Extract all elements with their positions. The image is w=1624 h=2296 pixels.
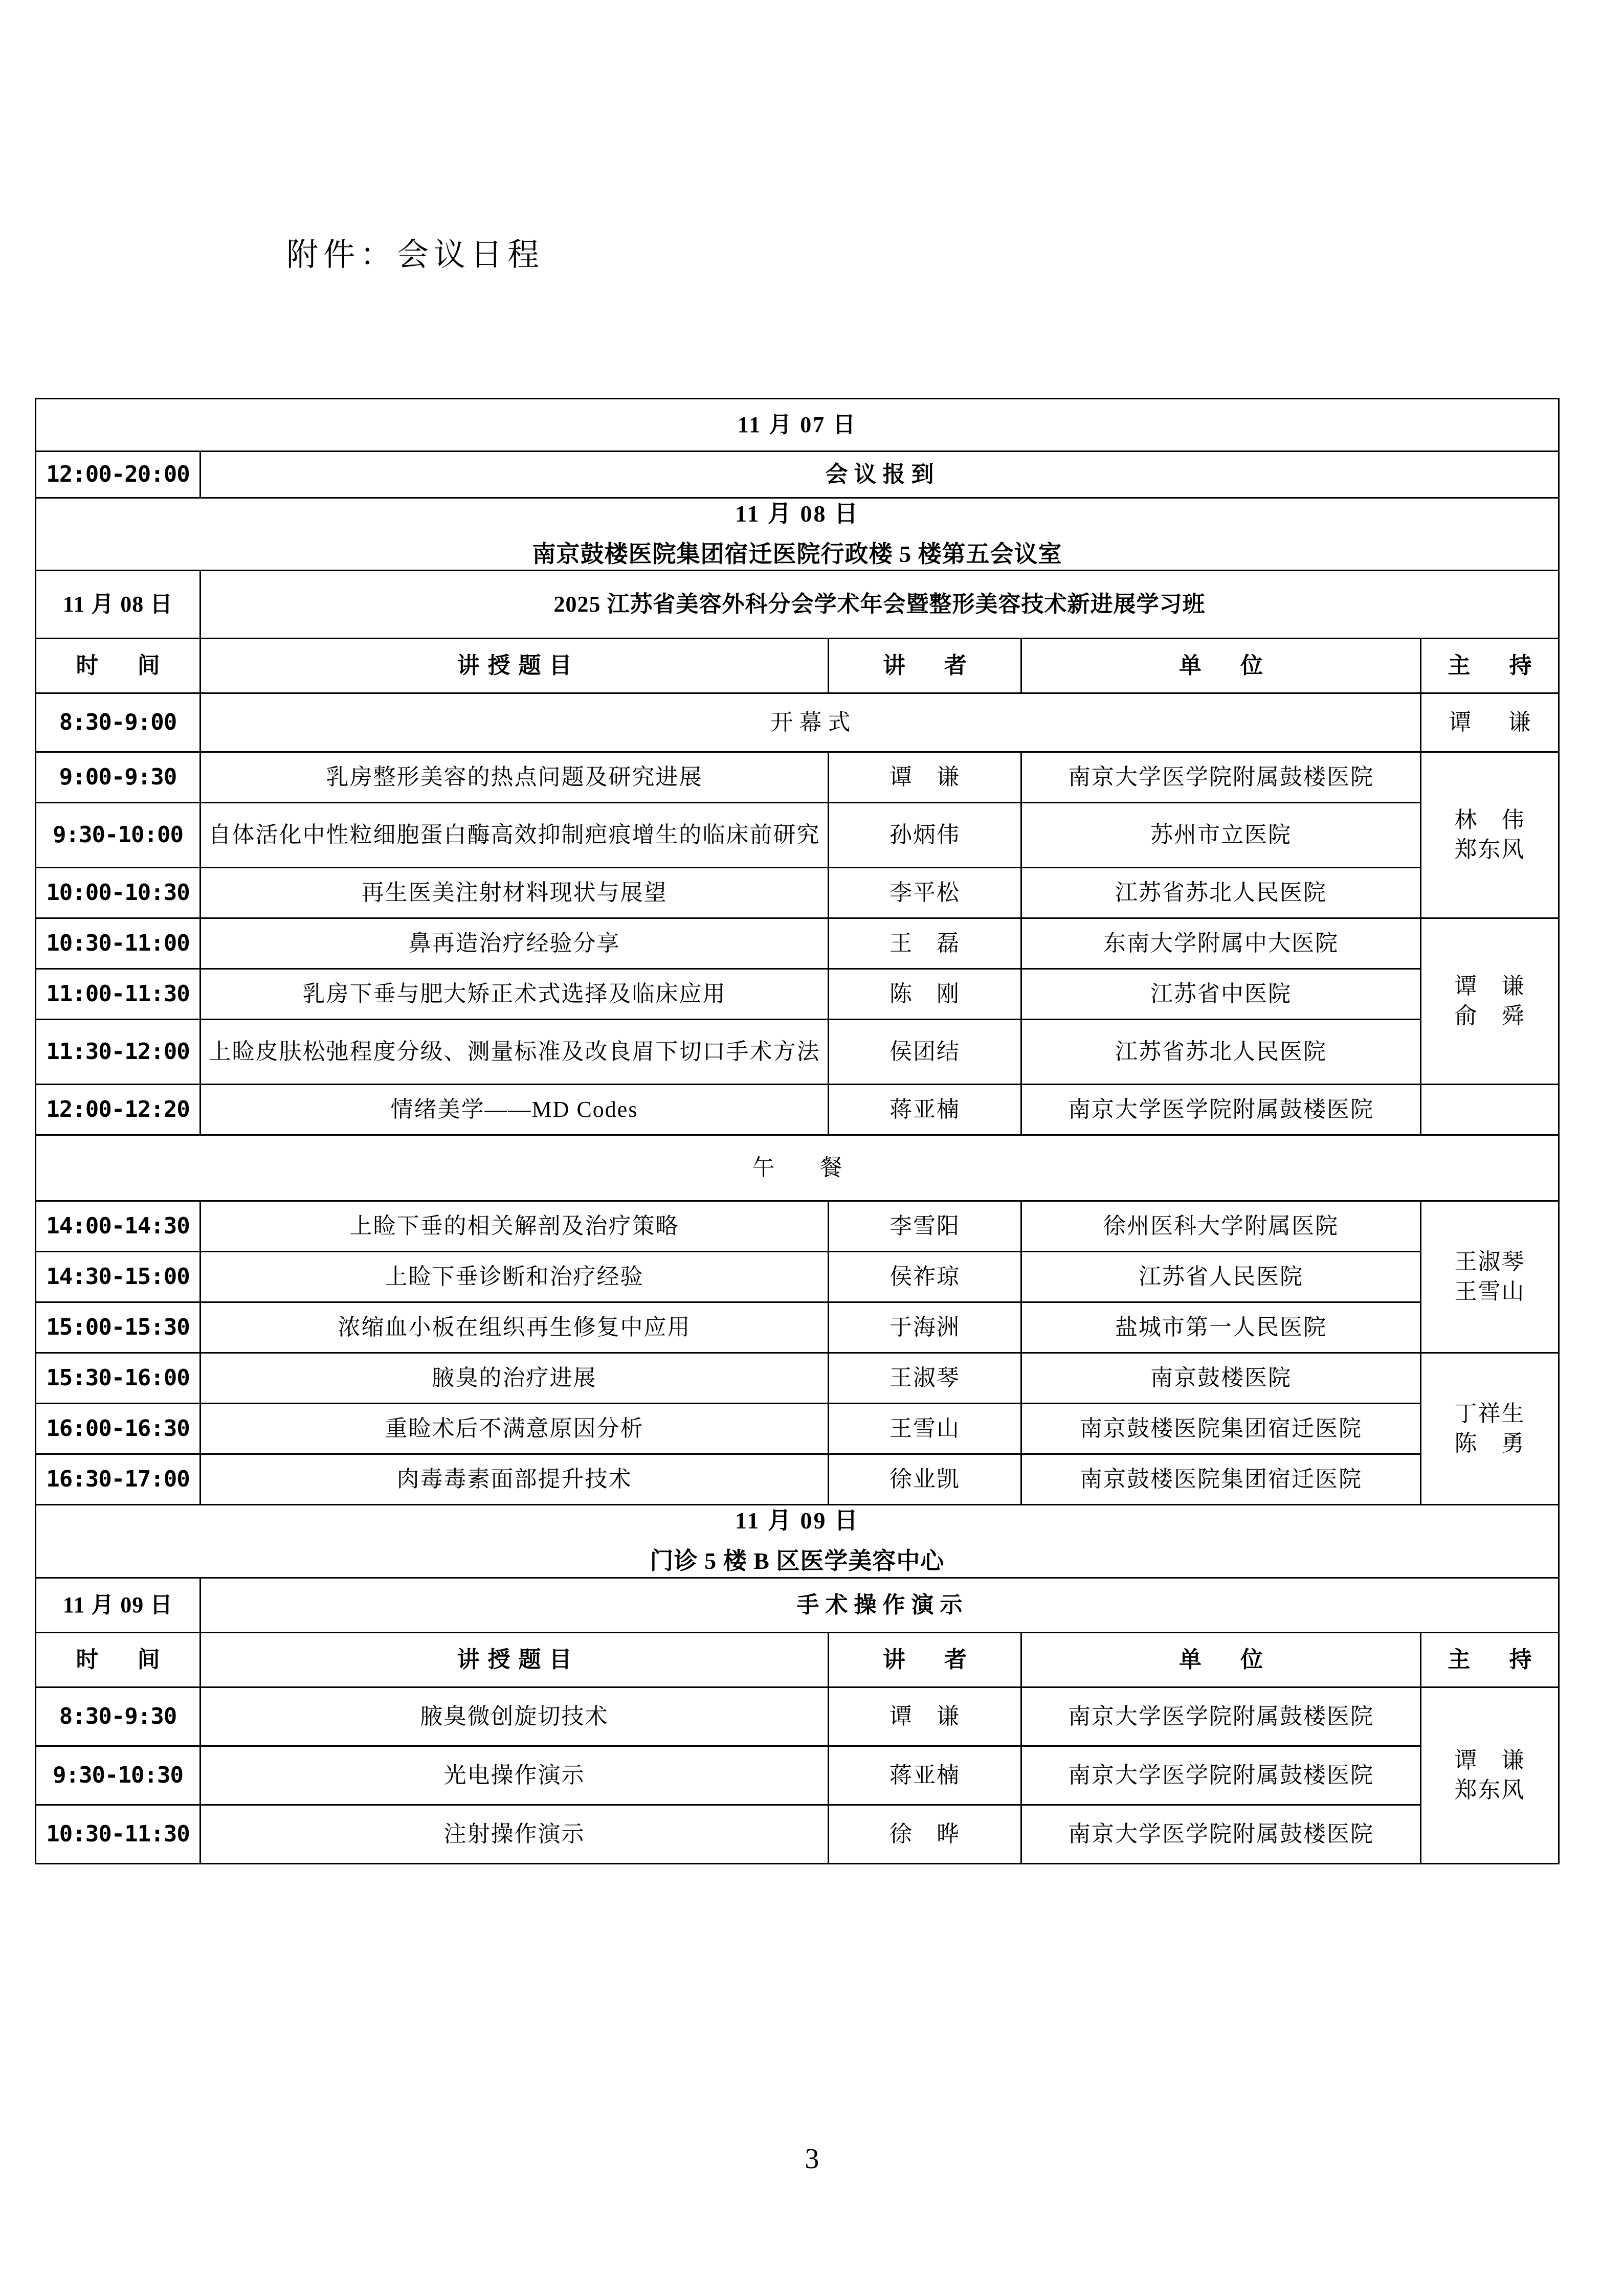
table-row-column-headers-day3 — [36, 1632, 1559, 1687]
day3-date-header: 11 月 09 日 — [735, 1507, 859, 1534]
row-time: 9:30-10:00 — [36, 803, 201, 868]
row-topic: 开幕式 — [201, 693, 1421, 752]
table-row — [36, 868, 1559, 918]
row-speaker: 孙炳伟 — [829, 803, 1021, 868]
chair-name: 林 伟 — [1454, 807, 1525, 833]
column-header-topic: 讲授题目 — [201, 639, 829, 693]
table-row — [36, 803, 1559, 868]
row-speaker: 王淑琴 — [829, 1353, 1021, 1404]
chair-name: 王雪山 — [1454, 1279, 1525, 1304]
row-topic: 乳房下垂与肥大矫正术式选择及临床应用 — [201, 969, 829, 1020]
day2-date-cell: 11 月 08 日 — [36, 571, 201, 639]
row-time: 15:30-16:00 — [36, 1353, 201, 1404]
column-header-topic: 讲授题目 — [201, 1632, 829, 1687]
row-speaker: 陈 刚 — [829, 969, 1021, 1020]
table-row-day1-header — [36, 399, 1559, 452]
row-org: 南京鼓楼医院集团宿迁医院 — [1021, 1454, 1421, 1505]
table-row — [36, 1201, 1559, 1252]
row-topic: 自体活化中性粒细胞蛋白酶高效抑制疤痕增生的临床前研究 — [201, 803, 829, 868]
chair-name: 王淑琴 — [1454, 1249, 1525, 1275]
table-row-column-headers-day2 — [36, 639, 1559, 693]
table-row — [36, 1020, 1559, 1085]
table-row — [36, 1404, 1559, 1454]
table-row — [36, 1746, 1559, 1805]
row-speaker: 徐业凯 — [829, 1454, 1021, 1505]
chair-name: 郑东风 — [1454, 837, 1525, 863]
table-row-day3-session — [36, 1578, 1559, 1632]
row-speaker: 李平松 — [829, 868, 1021, 918]
table-row — [36, 752, 1559, 803]
row-time: 9:30-10:30 — [36, 1746, 201, 1805]
table-row — [36, 1805, 1559, 1863]
table-row — [36, 1085, 1559, 1135]
chair-name: 俞 舜 — [1454, 1003, 1525, 1029]
row-time: 16:00-16:30 — [36, 1404, 201, 1454]
row-topic: 再生医美注射材料现状与展望 — [201, 868, 829, 918]
chair-name: 丁祥生 — [1454, 1401, 1525, 1427]
row-speaker: 蒋亚楠 — [829, 1746, 1021, 1805]
row-time: 14:00-14:30 — [36, 1201, 201, 1252]
page-title: 附件：会议日程 — [286, 238, 545, 273]
row-speaker: 于海洲 — [829, 1302, 1021, 1353]
chair-name: 谭 谦 — [1454, 1747, 1525, 1773]
day2-session-title: 2025 江苏省美容外科分会学术年会暨整形美容技术新进展学习班 — [201, 571, 1559, 639]
table-row-day2-session — [36, 571, 1559, 639]
row-topic: 注射操作演示 — [201, 1805, 829, 1863]
row-chair-empty — [1421, 1085, 1559, 1135]
table-row-lunch — [36, 1135, 1559, 1201]
row-speaker: 李雪阳 — [829, 1201, 1021, 1252]
table-row — [36, 1687, 1559, 1746]
row-topic: 乳房整形美容的热点问题及研究进展 — [201, 752, 829, 803]
table-row — [36, 1454, 1559, 1505]
row-speaker: 徐 晔 — [829, 1805, 1021, 1863]
column-header-org: 单 位 — [1021, 639, 1421, 693]
chair-name: 陈 勇 — [1454, 1431, 1525, 1456]
row-speaker: 王 磊 — [829, 918, 1021, 969]
row-time: 11:30-12:00 — [36, 1020, 201, 1085]
row-chair: 谭 谦 — [1421, 693, 1559, 752]
row-org: 南京大学医学院附属鼓楼医院 — [1021, 1687, 1421, 1746]
column-header-chair: 主 持 — [1421, 1632, 1559, 1687]
row-topic: 上睑下垂的相关解剖及治疗策略 — [201, 1201, 829, 1252]
column-header-org: 单 位 — [1021, 1632, 1421, 1687]
row-time: 10:00-10:30 — [36, 868, 201, 918]
page-number: 3 — [805, 2143, 819, 2175]
row-org: 南京大学医学院附属鼓楼医院 — [1021, 752, 1421, 803]
row-org: 东南大学附属中大医院 — [1021, 918, 1421, 969]
day1-date-header: 11 月 07 日 — [36, 399, 1559, 452]
row-speaker: 王雪山 — [829, 1404, 1021, 1454]
row-topic: 上睑下垂诊断和治疗经验 — [201, 1252, 829, 1302]
row-org: 南京大学医学院附属鼓楼医院 — [1021, 1746, 1421, 1805]
row-time: 12:00-12:20 — [36, 1085, 201, 1135]
chair-name: 郑东风 — [1454, 1777, 1525, 1803]
table-row — [36, 918, 1559, 969]
row-topic: 肉毒毒素面部提升技术 — [201, 1454, 829, 1505]
row-org: 南京大学医学院附属鼓楼医院 — [1021, 1085, 1421, 1135]
column-header-time: 时 间 — [36, 1632, 201, 1687]
row-speaker: 蒋亚楠 — [829, 1085, 1021, 1135]
row-org: 江苏省中医院 — [1021, 969, 1421, 1020]
row-chair-block — [1421, 1353, 1559, 1505]
row-speaker: 谭 谦 — [829, 752, 1021, 803]
day3-venue-text: 门诊 5 楼 B 区医学美容中心 — [650, 1548, 945, 1574]
row-org: 江苏省苏北人民医院 — [1021, 868, 1421, 918]
table-row-day3-venue — [36, 1505, 1559, 1578]
row-topic: 腋臭的治疗进展 — [201, 1353, 829, 1404]
table-row-day2-venue — [36, 498, 1559, 571]
day2-date-header: 11 月 08 日 — [735, 501, 859, 527]
row-time: 8:30-9:00 — [36, 693, 201, 752]
row-org: 江苏省苏北人民医院 — [1021, 1020, 1421, 1085]
row-topic: 浓缩血小板在组织再生修复中应用 — [201, 1302, 829, 1353]
row-time: 9:00-9:30 — [36, 752, 201, 803]
table-row — [36, 969, 1559, 1020]
row-topic: 情绪美学——MD Codes — [201, 1085, 829, 1135]
row-org: 南京鼓楼医院 — [1021, 1353, 1421, 1404]
table-row-registration — [36, 452, 1559, 498]
table-row — [36, 693, 1559, 752]
row-topic: 上睑皮肤松弛程度分级、测量标准及改良眉下切口手术方法 — [201, 1020, 829, 1085]
row-topic: 重睑术后不满意原因分析 — [201, 1404, 829, 1454]
row-time: 16:30-17:00 — [36, 1454, 201, 1505]
row-org: 南京鼓楼医院集团宿迁医院 — [1021, 1404, 1421, 1454]
row-org: 江苏省人民医院 — [1021, 1252, 1421, 1302]
row-org: 盐城市第一人民医院 — [1021, 1302, 1421, 1353]
row-time: 11:00-11:30 — [36, 969, 201, 1020]
chair-name: 谭 谦 — [1454, 974, 1525, 999]
row-time: 14:30-15:00 — [36, 1252, 201, 1302]
registration-label: 会议报到 — [201, 452, 1559, 498]
row-speaker: 谭 谦 — [829, 1687, 1021, 1746]
column-header-speaker: 讲 者 — [829, 1632, 1021, 1687]
row-speaker: 侯团结 — [829, 1020, 1021, 1085]
row-chair-block — [1421, 918, 1559, 1085]
row-chair-block — [1421, 752, 1559, 918]
day2-venue-cell — [36, 498, 1559, 571]
row-topic: 鼻再造治疗经验分享 — [201, 918, 829, 969]
row-time: 8:30-9:30 — [36, 1687, 201, 1746]
table-row — [36, 1252, 1559, 1302]
row-chair-block — [1421, 1687, 1559, 1863]
row-speaker: 侯祚琼 — [829, 1252, 1021, 1302]
row-topic: 腋臭微创旋切技术 — [201, 1687, 829, 1746]
row-org: 南京大学医学院附属鼓楼医院 — [1021, 1805, 1421, 1863]
day2-venue-text: 南京鼓楼医院集团宿迁医院行政楼 5 楼第五会议室 — [532, 541, 1062, 567]
row-time: 10:30-11:00 — [36, 918, 201, 969]
day3-date-cell: 11 月 09 日 — [36, 1578, 201, 1632]
column-header-time: 时 间 — [36, 639, 201, 693]
row-org: 苏州市立医院 — [1021, 803, 1421, 868]
registration-time: 12:00-20:00 — [36, 452, 201, 498]
column-header-chair: 主 持 — [1421, 639, 1559, 693]
table-row — [36, 1302, 1559, 1353]
row-chair-block — [1421, 1201, 1559, 1353]
row-time: 15:00-15:30 — [36, 1302, 201, 1353]
table-row — [36, 1353, 1559, 1404]
row-topic: 光电操作演示 — [201, 1746, 829, 1805]
row-time: 10:30-11:30 — [36, 1805, 201, 1863]
row-org: 徐州医科大学附属医院 — [1021, 1201, 1421, 1252]
day3-venue-cell — [36, 1505, 1559, 1578]
column-header-speaker: 讲 者 — [829, 639, 1021, 693]
lunch-label: 午 餐 — [36, 1135, 1559, 1201]
day3-session-title: 手术操作演示 — [201, 1578, 1559, 1632]
conference-schedule-table — [35, 398, 1558, 1864]
